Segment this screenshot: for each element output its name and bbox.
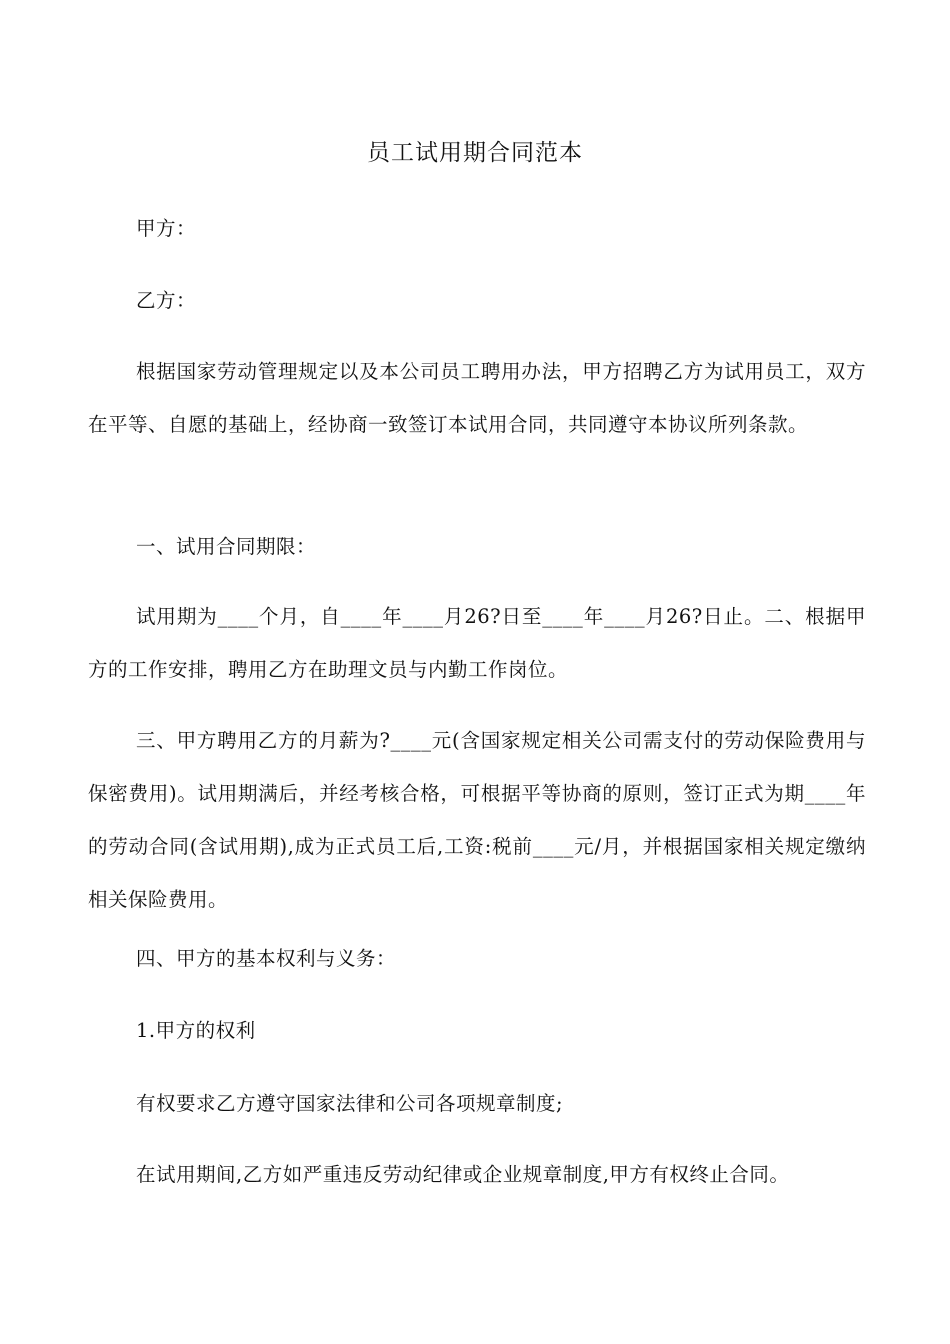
party-b-label: 乙方：: [136, 289, 197, 312]
document-title: 员工试用期合同范本: [367, 140, 583, 166]
party-a-label: 甲方：: [136, 217, 197, 240]
section1-paragraph: 试用期为____个月，自____年____月26?日至____年____月26?日止。二、根据甲方的工作安排，聘用乙方在助理文员与内勤工作岗位。: [88, 605, 866, 681]
section4-item-2: 在试用期间,乙方如严重违反劳动纪律或企业规章制度,甲方有权终止合同。: [136, 1163, 790, 1186]
section4-subheading: 1.甲方的权利: [136, 1019, 256, 1042]
section3-paragraph: 三、甲方聘用乙方的月薪为?____元(含国家规定相关公司需支付的劳动保险费用与保密费用)。试用期满后，并经考核合格，可根据平等协商的原则，签订正式为期____年的劳动合同(含试用期),成为正式员工后,工资:税前____元/月，并根据国家相关规定缴纳相关保险费用。: [88, 729, 866, 911]
intro-paragraph: 根据国家劳动管理规定以及本公司员工聘用办法，甲方招聘乙方为试用员工，双方在平等、自愿的基础上，经协商一致签订本试用合同，共同遵守本协议所列条款。: [88, 360, 866, 436]
section4-heading: 四、甲方的基本权利与义务：: [136, 947, 397, 970]
section4-item-1: 有权要求乙方遵守国家法律和公司各项规章制度;: [136, 1092, 564, 1115]
section1-heading: 一、试用合同期限：: [136, 535, 317, 558]
